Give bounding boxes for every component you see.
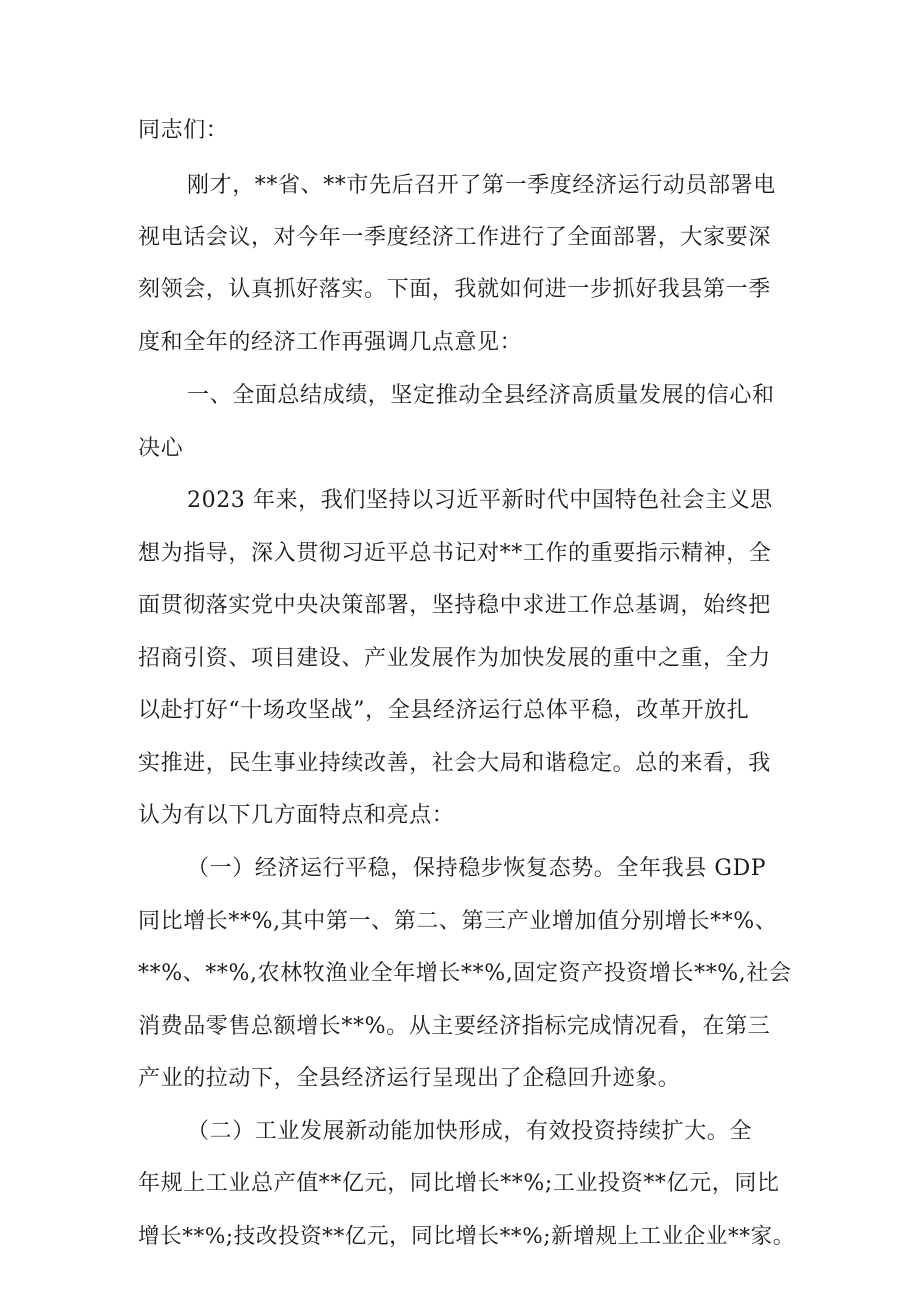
paragraph-line: 以赴打好“十场攻坚战”，全县经济运行总体平稳，改革开放扎 (138, 698, 750, 723)
paragraph-line: 认为有以下几方面特点和亮点： (138, 803, 455, 828)
paragraph-line: 刻领会，认真抓好落实。下面，我就如何进一步抓好我县第一季 (138, 277, 771, 302)
paragraph-line: 年规上工业总产值**亿元，同比增长**%;工业投资**亿元，同比 (138, 1171, 780, 1196)
paragraph-line: 刚才，**省、**市先后召开了第一季度经济运行动员部署电 (187, 173, 776, 198)
paragraph-line: 想为指导，深入贯彻习近平总书记对**工作的重要指示精神，全 (138, 541, 772, 566)
paragraph-line: 同比增长**%,其中第一、第二、第三产业增加值分别增长**%、 (138, 909, 778, 934)
greeting: 同志们： (138, 118, 229, 143)
section-heading-line: 一、全面总结成绩，坚定推动全县经济高质量发展的信心和 (187, 383, 775, 408)
paragraph-line: 产业的拉动下，全县经济运行呈现出了企稳回升迹象。 (138, 1066, 681, 1091)
paragraph-line: 实推进，民生事业持续改善，社会大局和谐稳定。总的来看，我 (138, 751, 771, 776)
paragraph-line: 视电话会议，对今年一季度经济工作进行了全面部署，大家要深 (138, 225, 771, 250)
section-heading-line: 决心 (138, 436, 184, 461)
paragraph-line: 招商引资、项目建设、产业发展作为加快发展的重中之重，全力 (138, 646, 771, 671)
paragraph-line: （二）工业发展新动能加快形成，有效投资持续扩大。全 (187, 1119, 753, 1144)
paragraph-line: 2023 年来，我们坚持以习近平新时代中国特色社会主义思 (187, 488, 773, 513)
paragraph-line: 消费品零售总额增长**%。从主要经济指标完成情况看，在第三 (138, 1014, 771, 1039)
paragraph-line: （一）经济运行平稳，保持稳步恢复态势。全年我县 GDP (187, 856, 767, 881)
paragraph-line: 面贯彻落实党中央决策部署，坚持稳中求进工作总基调，始终把 (138, 593, 771, 618)
paragraph-line: 度和全年的经济工作再强调几点意见： (138, 330, 523, 355)
paragraph-line: 增长**%;技改投资**亿元，同比增长**%;新增规上工业企业**家。 (138, 1224, 795, 1249)
paragraph-line: **%、**%,农林牧渔业全年增长**%,固定资产投资增长**%,社会 (138, 961, 792, 986)
